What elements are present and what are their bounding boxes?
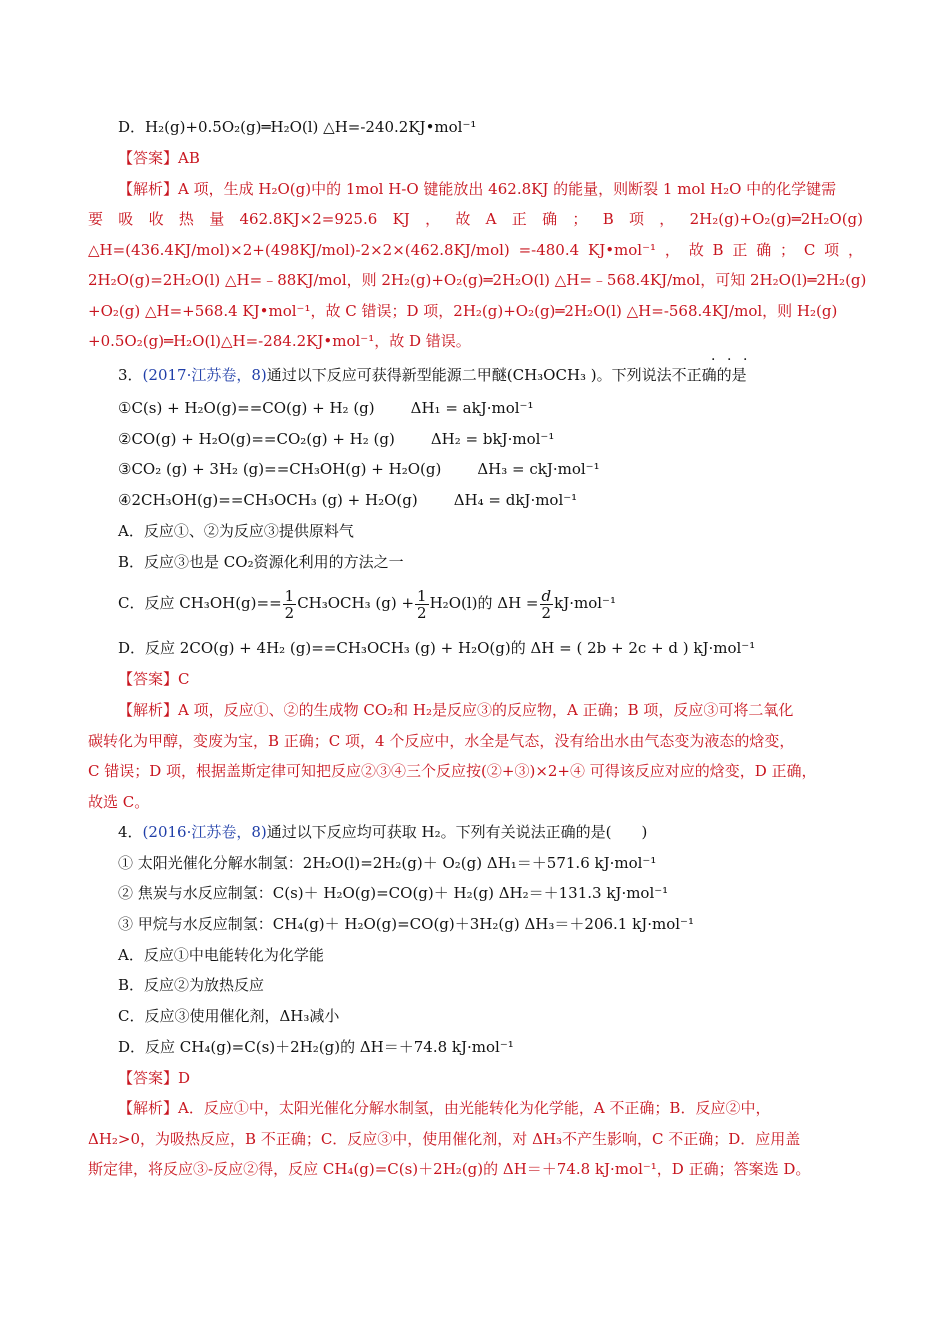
analysis-token: KJ•mol⁻¹ — [587, 241, 657, 259]
analysis-token: 故 — [455, 210, 471, 228]
q4-answer: 【答案】D — [118, 1069, 191, 1087]
q2-analysis-line-4: 2H₂O(g)=2H₂O(l) △H=﹣88KJ/mol，则 2H₂(g)+O₂(g)═2H₂O(l) △H=﹣568.4KJ/mol，可知 2H₂O(l)═2H₂(g) — [88, 271, 867, 289]
q3-analysis-line-3: C 错误；D 项，根据盖斯定律可知把反应②③④三个反应按(②+③)×2+④ 可得该反应对应的焓变，D 正确， — [88, 762, 817, 780]
q2-analysis-line-6: +0.5O₂(g)═H₂O(l)△H=-284.2KJ•mol⁻¹，故 D 错误。 — [88, 332, 471, 350]
q4-reaction-1: ① 太阳光催化分解水制氢：2H₂O(l)=2H₂(g)＋ O₂(g) ΔH₁＝＋571.6 kJ·mol⁻¹ — [118, 854, 657, 872]
q3-analysis-line-2: 碳转化为甲醇，变废为宝，B 正确；C 项，4 个反应中，水全是气态，没有给出水由气态变为液态的焓变， — [88, 732, 795, 750]
q3-option-b: B．反应③也是 CO₂资源化利用的方法之一 — [118, 553, 404, 571]
q4-source: (2016·江苏卷，8) — [142, 823, 267, 841]
analysis-token: 正 — [732, 241, 748, 259]
q4-stem: 通过以下反应均可获取 H₂。下列有关说法正确的是( ) — [266, 823, 648, 841]
analysis-token: 吸 — [118, 210, 134, 228]
q3-answer: 【答案】C — [118, 670, 190, 688]
analysis-token: C — [803, 241, 816, 259]
analysis-token: 量 — [209, 210, 225, 228]
q4-option-a: A．反应①中电能转化为化学能 — [118, 946, 324, 964]
analysis-token: KJ — [392, 210, 410, 228]
analysis-token: 正 — [511, 210, 527, 228]
emphasis-dot: · — [711, 352, 716, 368]
q3-stem: 通过以下反应可获得新型能源二甲醚(CH₃OCH₃ )。下列说法不正确的是 — [266, 366, 747, 384]
analysis-token: B — [712, 241, 724, 259]
analysis-token: 收 — [148, 210, 164, 228]
q4-analysis-line-3: 斯定律，将反应③-反应②得，反应 CH₄(g)=C(s)＋2H₂(g)的 ΔH＝＋74.8 kJ·mol⁻¹，D 正确；答案选 D。 — [88, 1160, 811, 1178]
q4-stem-line — [118, 822, 647, 842]
q4-option-b: B．反应②为放热反应 — [118, 976, 265, 994]
q3-reaction-2: ②CO(g) + H₂O(g)==CO₂(g) + H₂ (g) ΔH₂ = bkJ·mol⁻¹ — [118, 430, 555, 448]
q4-option-c: C．反应③使用催化剂，ΔH₃减小 — [118, 1007, 340, 1025]
emphasis-dot: · — [743, 352, 748, 368]
q4-number: 4． — [118, 823, 143, 841]
q2-answer: 【答案】AB — [118, 149, 200, 167]
q4-reaction-3: ③ 甲烷与水反应制氢：CH₄(g)＋ H₂O(g)=CO(g)＋3H₂(g) ΔH₃＝＋206.1 kJ·mol⁻¹ — [118, 915, 694, 933]
analysis-token: A — [485, 210, 497, 228]
q2-option-d: D．H₂(g)+0.5O₂(g)═H₂O(l) △H=-240.2KJ•mol⁻¹ — [118, 118, 477, 136]
analysis-token: △H=(436.4KJ/mol)×2+(498KJ/mol)-2×2×(462.8KJ/mol) — [88, 241, 510, 259]
q2-analysis-line-5: +O₂(g) △H=+568.4 KJ•mol⁻¹，故 C 错误；D 项，2H₂(g)+O₂(g)═2H₂O(l) △H=-568.4KJ/mol，则 H₂(g) — [88, 302, 838, 320]
analysis-token: ， — [664, 241, 680, 259]
q3-option-c: C．反应 CH₃OH(g)== $\frac{1}{2}$ CH₃OCH₃ (g) + $\frac{1}{2}$ H₂O(l)的 ΔH = $\frac{d}{2}$ kJ·mol⁻¹ — [118, 586, 616, 622]
q3-stem-line — [118, 365, 747, 385]
analysis-token: ， — [659, 210, 675, 228]
analysis-token: 确 — [756, 241, 772, 259]
q3-reaction-3: ③CO₂ (g) + 3H₂ (g)==CH₃OH(g) + H₂O(g) ΔH₃ = ckJ·mol⁻¹ — [118, 460, 600, 478]
q3-reaction-4: ④2CH₃OH(g)==CH₃OCH₃ (g) + H₂O(g) ΔH₄ = dkJ·mol⁻¹ — [118, 491, 578, 509]
analysis-token: 确 — [542, 210, 558, 228]
analysis-token: 热 — [178, 210, 194, 228]
analysis-token: ， — [425, 210, 441, 228]
q3-number: 3． — [118, 366, 143, 384]
q4-analysis-line-1: 【解析】A．反应①中，太阳光催化分解水制氢，由光能转化为化学能，A 不正确；B．反应②中， — [118, 1099, 771, 1117]
fraction-d-over-2: $\frac{d}{2}$ — [541, 586, 552, 622]
q2-analysis-line-1: 【解析】A 项，生成 H₂O(g)中的 1mol H-O 键能放出 462.8KJ 的能量，则断裂 1 mol H₂O 中的化学键需 — [118, 180, 837, 198]
q3-reaction-1: ①C(s) + H₂O(g)==CO(g) + H₂ (g) ΔH₁ = akJ·mol⁻¹ — [118, 399, 534, 417]
analysis-token: B — [602, 210, 614, 228]
analysis-token: 2H₂(g)+O₂(g)═2H₂O(g) — [689, 210, 863, 228]
q4-option-d: D．反应 CH₄(g)=C(s)＋2H₂(g)的 ΔH＝＋74.8 kJ·mol⁻¹ — [118, 1038, 514, 1056]
fraction-one-half: $\frac{1}{2}$ — [417, 586, 427, 622]
q4-reaction-2: ② 焦炭与水反应制氢：C(s)＋ H₂O(g)=CO(g)＋ H₂(g) ΔH₂＝＋131.3 kJ·mol⁻¹ — [118, 884, 669, 902]
q3-analysis-line-1: 【解析】A 项，反应①、②的生成物 CO₂和 H₂是反应③的反应物，A 正确；B 项，反应③可将二氧化 — [118, 701, 794, 719]
analysis-token: ； — [780, 241, 796, 259]
analysis-token: 462.8KJ×2=925.6 — [239, 210, 378, 228]
emphasis-dot: · — [727, 352, 732, 368]
q2-analysis-line-2 — [88, 209, 863, 229]
analysis-token: 故 — [688, 241, 704, 259]
analysis-token: ， — [847, 241, 863, 259]
analysis-token: ； — [572, 210, 588, 228]
fraction-one-half: $\frac{1}{2}$ — [284, 586, 295, 622]
q3-source: (2017·江苏卷，8) — [142, 366, 267, 384]
analysis-token: 要 — [88, 210, 104, 228]
analysis-token: =-480.4 — [518, 241, 580, 259]
q2-analysis-line-3 — [88, 240, 863, 260]
q4-analysis-line-2: ΔH₂>0，为吸热反应，B 不正确；C．反应③中，使用催化剂，对 ΔH₃不产生影响，C 不正确；D．应用盖 — [88, 1130, 801, 1148]
q3-analysis-line-4: 故选 C。 — [88, 793, 150, 811]
q3-option-a: A．反应①、②为反应③提供原料气 — [118, 522, 354, 540]
analysis-token: 项 — [824, 241, 840, 259]
analysis-token: 项 — [629, 210, 645, 228]
q3-option-d: D．反应 2CO(g) + 4H₂ (g)==CH₃OCH₃ (g) + H₂O(g)的 ΔH = ( 2b + 2c + d ) kJ·mol⁻¹ — [118, 639, 756, 657]
